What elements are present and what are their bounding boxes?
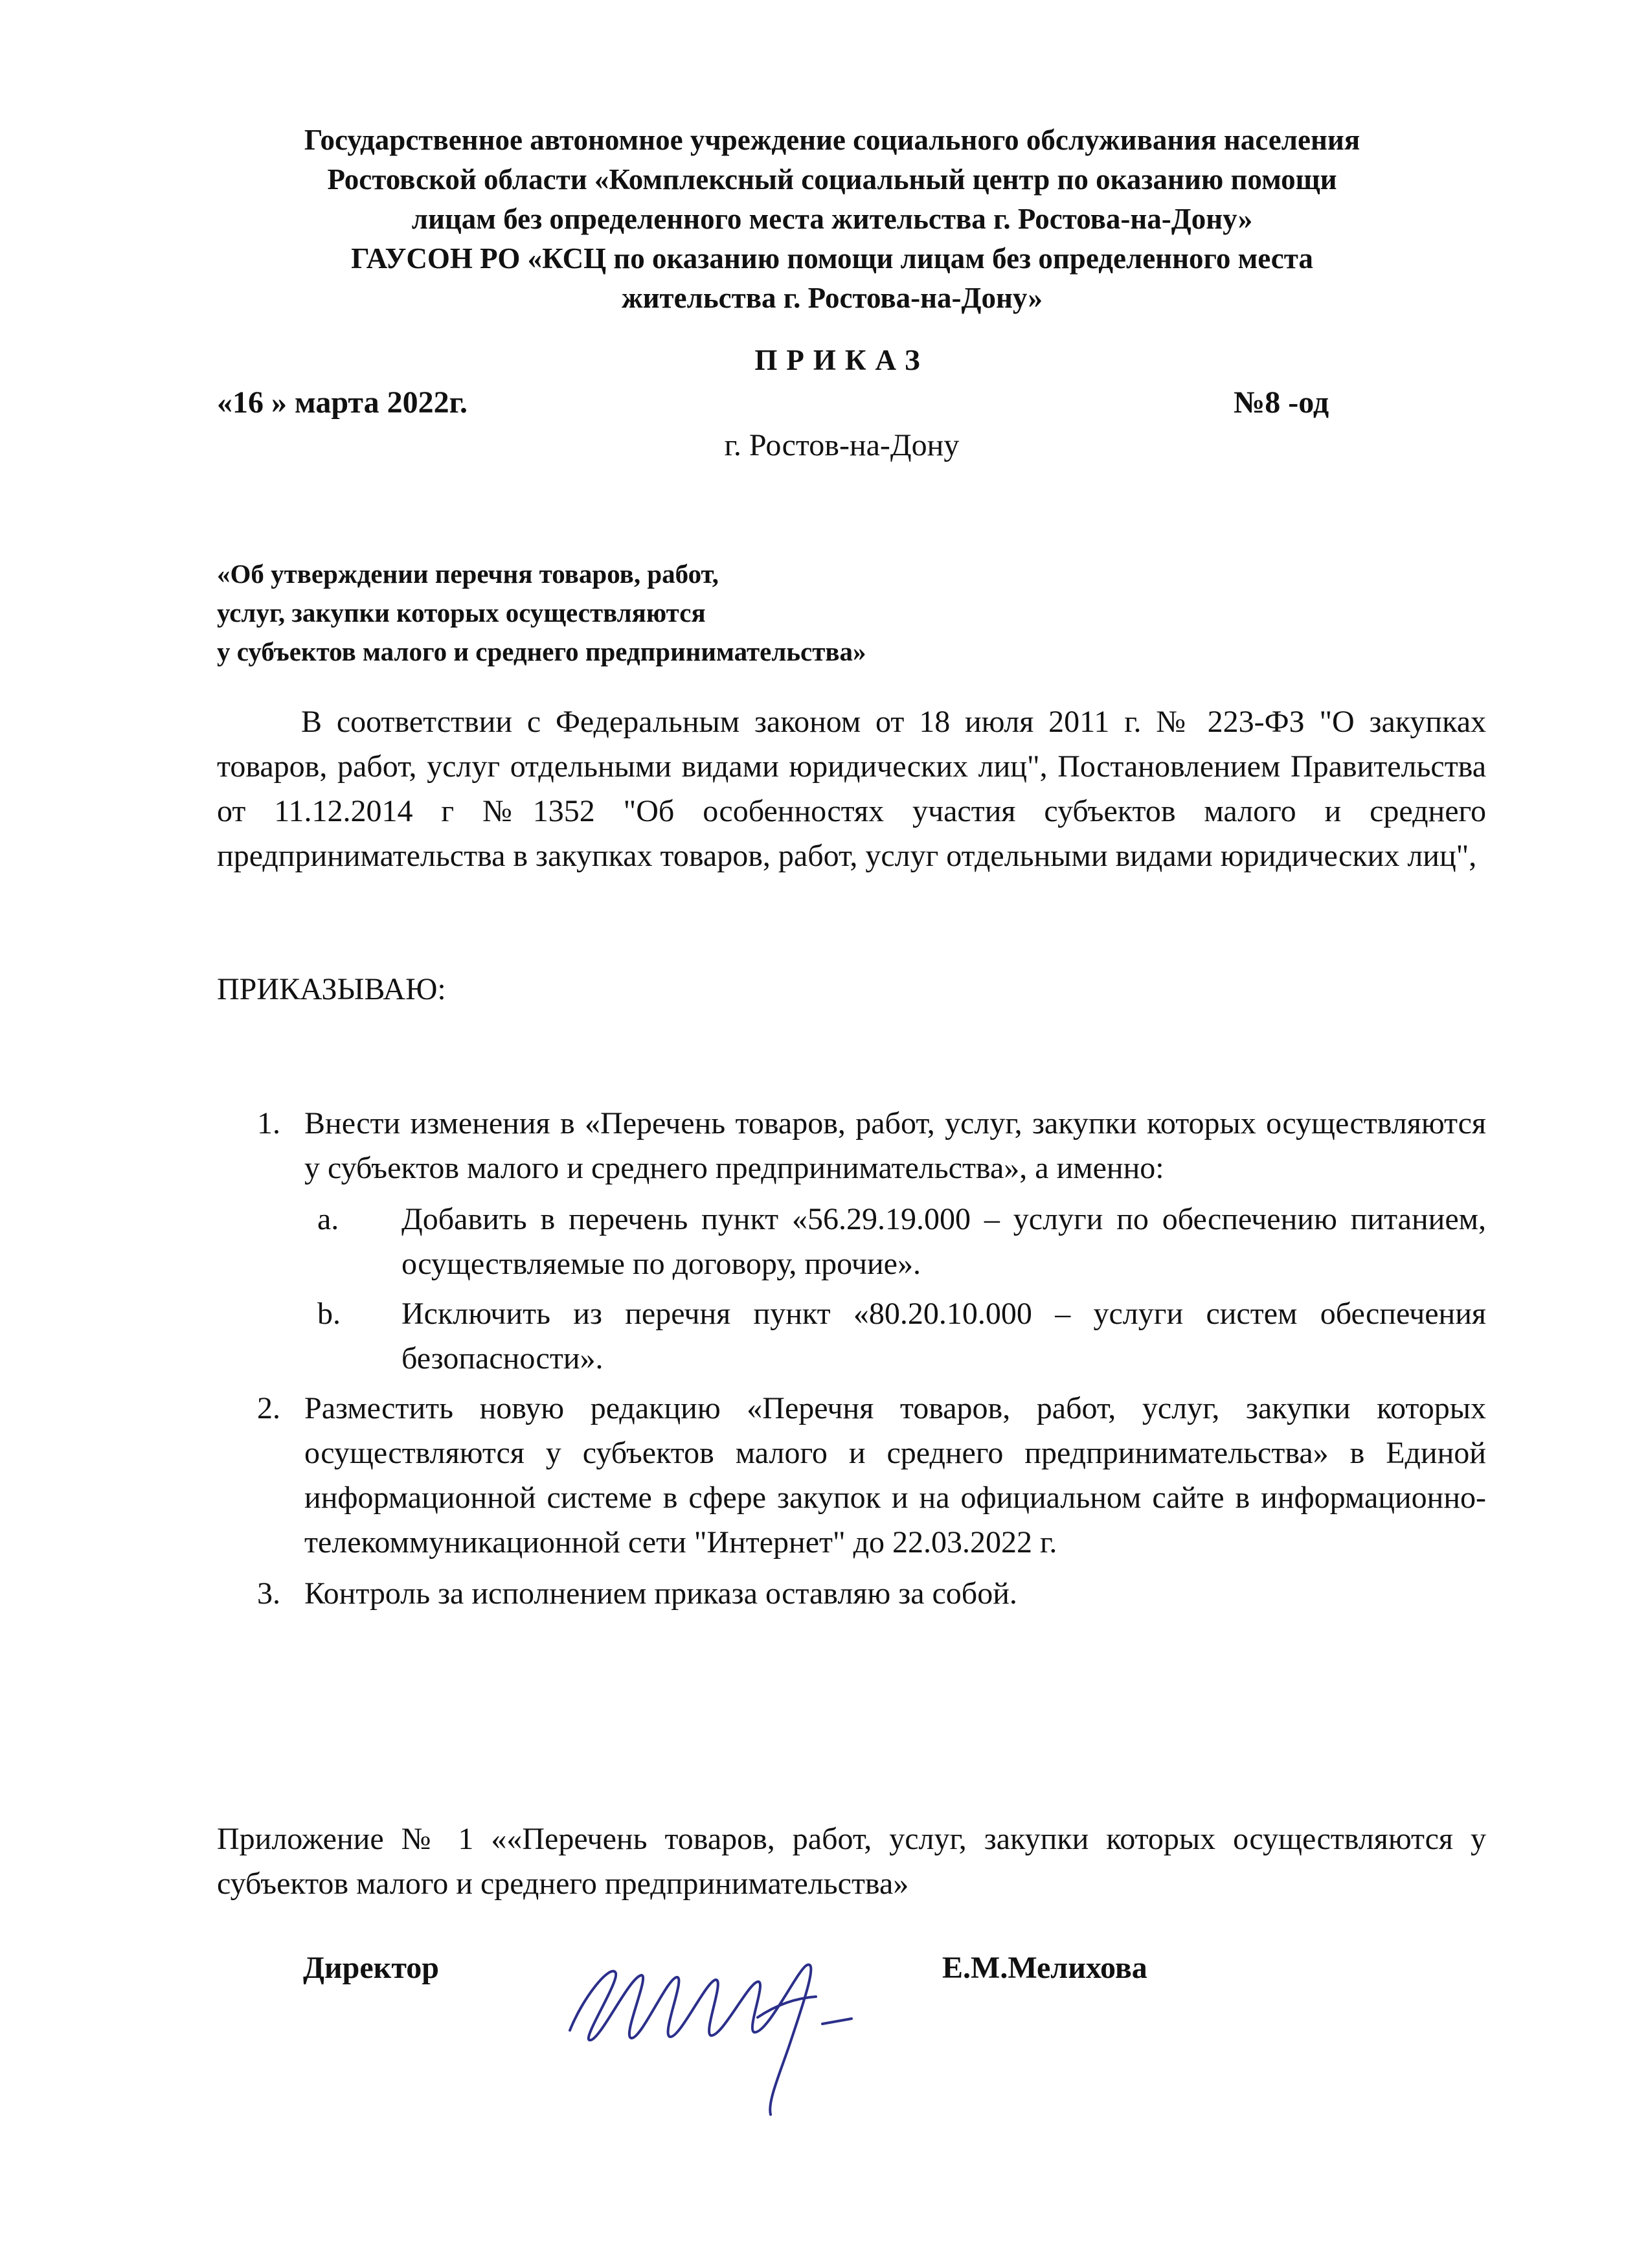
subject-line: у субъектов малого и среднего предпринимательства»	[217, 637, 866, 666]
organization-header	[194, 120, 1470, 318]
item-text: Внести изменения в «Перечень товаров, работ, услуг, закупки которых осуществляются у субъектов малого и среднего предпринимательства», а именно:	[304, 1106, 1486, 1185]
sub-list-item	[304, 1197, 1486, 1286]
order-date: «16 » марта 2022г.	[217, 385, 468, 420]
signature-block	[0, 1927, 1648, 2186]
item-number: 1.	[257, 1106, 280, 1140]
item-number: 2.	[257, 1391, 280, 1425]
item-text: Разместить новую редакцию «Перечня товаров, работ, услуг, закупки которых осуществляются у субъектов малого и среднего предпринимательства» в Единой информационной системе в сфере закупок и на официальном сайте в информационно-телекоммуникационной сети "Интернет" до 22.03.2022 г.	[304, 1391, 1486, 1559]
order-title: ПРИКАЗ	[754, 344, 929, 376]
order-directive-word: ПРИКАЗЫВАЮ:	[217, 972, 446, 1006]
signatory-title: Директор	[303, 1951, 439, 1985]
item-text: Контроль за исполнением приказа оставляю за собой.	[304, 1576, 1017, 1611]
organization-line: жительства г. Ростова-на-Дону»	[621, 282, 1043, 314]
order-items-list	[217, 1101, 1486, 1622]
subject-line: «Об утверждении перечня товаров, работ,	[217, 559, 719, 589]
preamble-paragraph: В соответствии с Федеральным законом от 18 июля 2011 г. № 223-ФЗ "О закупках товаров, работ, услуг отдельными видами юридических лиц", Постановлением Правительства от 11.12.2014 г №1352 "Об особенностях участия субъектов малого и среднего предпринимательства в закупках товаров, работ, услуг отдельными видами юридических лиц",	[217, 705, 1486, 873]
sub-item-text: Добавить в перечень пункт «56.29.19.000 – услуги по обеспечению питанием, осуществляемые по договору, прочие».	[401, 1202, 1486, 1281]
list-item	[217, 1101, 1486, 1190]
list-item	[217, 1386, 1486, 1565]
sub-list-item	[304, 1291, 1486, 1381]
appendix-note: Приложение № 1 ««Перечень товаров, работ, услуг, закупки которых осуществляются у субъектов малого и среднего предпринимательства»	[217, 1822, 1486, 1901]
handwritten-signature	[544, 1927, 945, 2121]
item-number: 3.	[257, 1576, 280, 1611]
signatory-name: Е.М.Мелихова	[942, 1951, 1147, 1985]
list-item	[217, 1571, 1486, 1616]
order-city: г. Ростов-на-Дону	[724, 428, 960, 462]
order-number: №8 -од	[1234, 385, 1329, 420]
order-subject	[217, 554, 866, 671]
sub-item-letter: b.	[317, 1297, 341, 1331]
sub-item-letter: a.	[317, 1202, 339, 1236]
organization-line: Государственное автономное учреждение социального обслуживания населения	[304, 124, 1360, 156]
subject-line: услуг, закупки которых осуществляются	[217, 598, 706, 628]
organization-line: Ростовской области «Комплексный социальный центр по оказанию помощи	[327, 163, 1337, 196]
organization-line: ГАУСОН РО «КСЦ по оказанию помощи лицам без определенного места	[351, 242, 1313, 275]
organization-line: лицам без определенного места жительства г. Ростова-на-Дону»	[411, 203, 1253, 235]
sub-item-text: Исключить из перечня пункт «80.20.10.000 – услуги систем обеспечения безопасности».	[401, 1297, 1486, 1376]
